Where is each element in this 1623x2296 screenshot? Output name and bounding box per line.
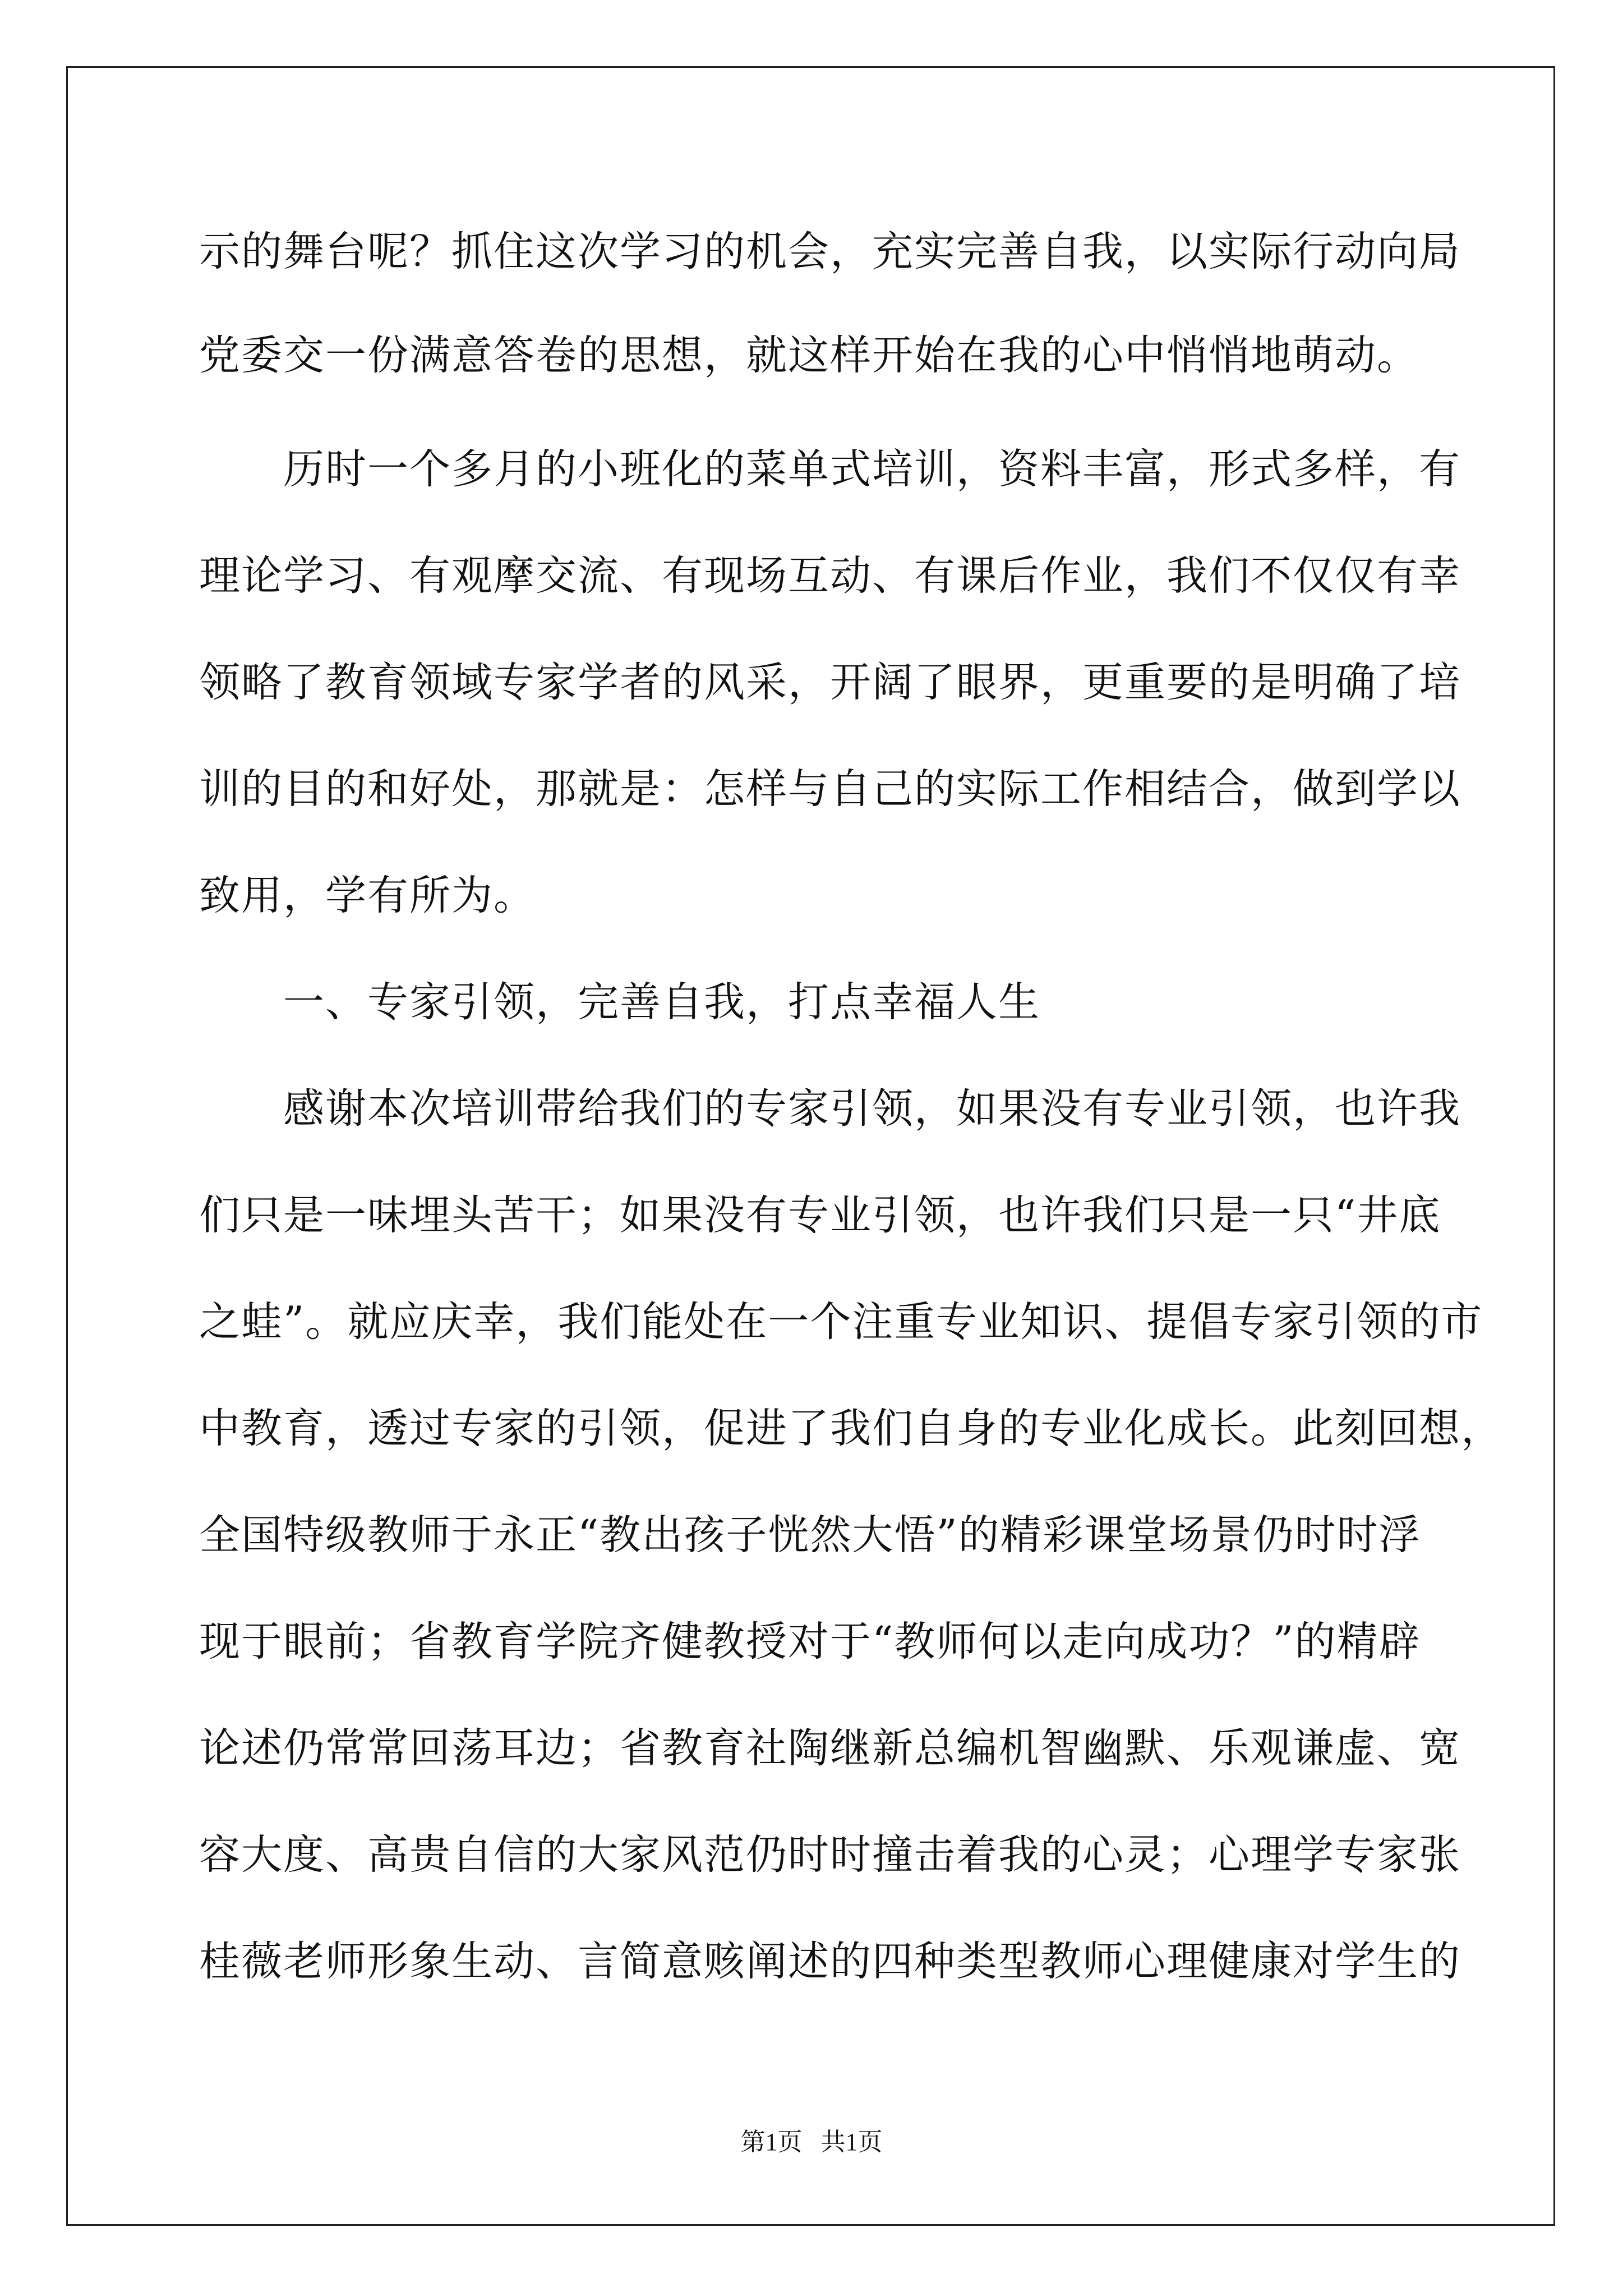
text-line-5: 领略了教育领域专家学者的风采，开阔了眼界，更重要的是明确了培 [199, 659, 1461, 706]
text-line-15: 论述仍常常回荡耳边；省教育社陶继新总编机智幽默、乐观谦虚、宽 [199, 1724, 1461, 1772]
text-line-10: 们只是一味埋头苦干；如果没有专业引领，也许我们只是一只“井底 [199, 1191, 1441, 1239]
page-border [66, 66, 1555, 2226]
text-line-1: 示的舞台呢？抓住这次学习的机会，充实完善自我，以实际行动向局 [199, 228, 1461, 275]
text-line-4: 理论学习、有观摩交流、有现场互动、有课后作业，我们不仅仅有幸 [199, 552, 1461, 600]
text-line-14: 现于眼前；省教育学院齐健教授对于“教师何以走向成功？”的精辟 [199, 1618, 1421, 1665]
text-line-2: 党委交一份满意答卷的思想，就这样开始在我的心中悄悄地萌动。 [199, 332, 1419, 379]
text-line-16: 容大度、高贵自信的大家风范仍时时撞击着我的心灵；心理学专家张 [199, 1831, 1461, 1879]
text-line-17: 桂薇老师形象生动、言简意赅阐述的四种类型教师心理健康对学生的 [199, 1938, 1461, 1985]
text-line-13: 全国特级教师于永正“教出孩子恍然大悟”的精彩课堂场景仍时时浮 [199, 1511, 1421, 1559]
section-heading: 一、专家引领，完善自我，打点幸福人生 [283, 978, 1040, 1026]
paragraph-start-line-3: 历时一个多月的小班化的菜单式培训，资料丰富，形式多样，有 [283, 445, 1461, 493]
text-line-12: 中教育，透过专家的引领，促进了我们自身的专业化成长。此刻回想， [199, 1405, 1503, 1452]
paragraph-start-line-9: 感谢本次培训带给我们的专家引领，如果没有专业引领，也许我 [283, 1085, 1461, 1133]
text-line-11: 之蛙”。就应庆幸，我们能处在一个注重专业知识、提倡专家引领的市 [199, 1298, 1483, 1346]
text-line-6: 训的目的和好处，那就是：怎样与自己的实际工作相结合，做到学以 [199, 765, 1461, 813]
text-line-7: 致用，学有所为。 [199, 872, 536, 919]
page-number-footer: 第1页 共1页 [740, 2128, 883, 2156]
